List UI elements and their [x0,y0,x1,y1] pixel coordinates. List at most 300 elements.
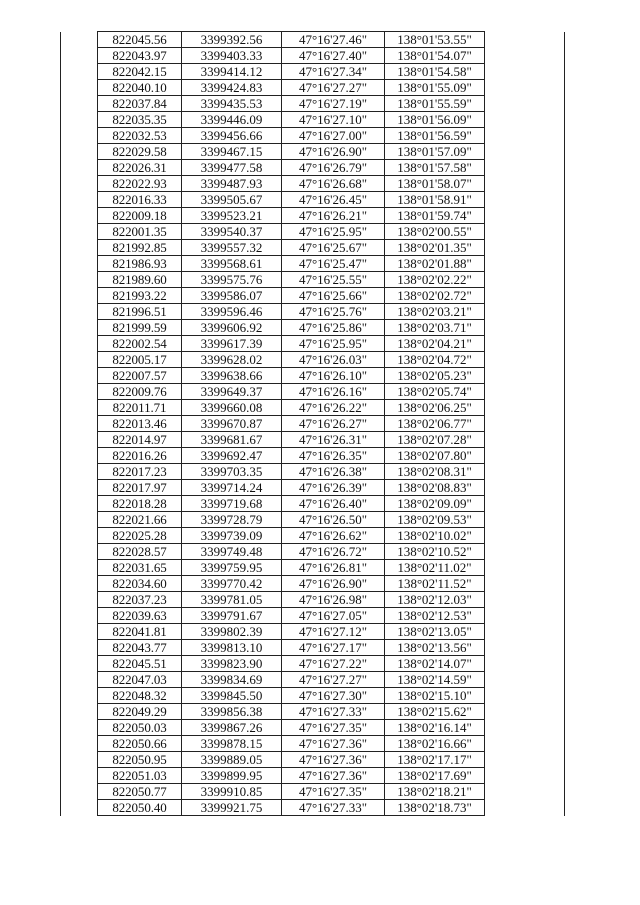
blank-left-cell [61,240,98,256]
blank-left-cell [61,512,98,528]
table-row [61,736,565,752]
blank-left-cell [61,592,98,608]
blank-right-cell [485,256,565,272]
easting-cell: 822029.58 [98,144,182,160]
blank-left-cell [61,608,98,624]
easting-cell: 822005.17 [98,352,182,368]
blank-left-cell [61,96,98,112]
northing-cell: 3399813.10 [182,640,282,656]
table-row [61,192,565,208]
table-row [61,464,565,480]
longitude-cell: 138°01'53.55" [385,32,485,48]
blank-left-cell [61,752,98,768]
latitude-cell: 47°16'27.10" [282,112,385,128]
latitude-cell: 47°16'26.38" [282,464,385,480]
table-row [61,400,565,416]
longitude-cell: 138°02'16.66" [385,736,485,752]
blank-left-cell [61,416,98,432]
northing-cell: 3399781.05 [182,592,282,608]
longitude-cell: 138°02'04.72" [385,352,485,368]
easting-cell: 822001.35 [98,224,182,240]
blank-right-cell [485,512,565,528]
easting-cell: 821986.93 [98,256,182,272]
easting-cell: 822026.31 [98,160,182,176]
northing-cell: 3399456.66 [182,128,282,144]
blank-left-cell [61,528,98,544]
latitude-cell: 47°16'27.00" [282,128,385,144]
easting-cell: 822039.63 [98,608,182,624]
blank-right-cell [485,784,565,800]
longitude-cell: 138°02'18.73" [385,800,485,816]
blank-right-cell [485,112,565,128]
longitude-cell: 138°02'01.88" [385,256,485,272]
blank-right-cell [485,336,565,352]
northing-cell: 3399649.37 [182,384,282,400]
blank-right-cell [485,704,565,720]
table-row [61,64,565,80]
latitude-cell: 47°16'27.17" [282,640,385,656]
northing-cell: 3399759.95 [182,560,282,576]
longitude-cell: 138°02'14.07" [385,656,485,672]
blank-left-cell [61,160,98,176]
latitude-cell: 47°16'27.27" [282,80,385,96]
blank-left-cell [61,672,98,688]
blank-left-cell [61,768,98,784]
blank-right-cell [485,224,565,240]
blank-left-cell [61,256,98,272]
latitude-cell: 47°16'26.40" [282,496,385,512]
table-row [61,576,565,592]
easting-cell: 822050.66 [98,736,182,752]
northing-cell: 3399467.15 [182,144,282,160]
easting-cell: 822048.32 [98,688,182,704]
northing-cell: 3399823.90 [182,656,282,672]
easting-cell: 822011.71 [98,400,182,416]
blank-left-cell [61,624,98,640]
latitude-cell: 47°16'25.55" [282,272,385,288]
easting-cell: 822037.23 [98,592,182,608]
latitude-cell: 47°16'25.66" [282,288,385,304]
blank-left-cell [61,576,98,592]
longitude-cell: 138°01'58.07" [385,176,485,192]
table-row [61,432,565,448]
longitude-cell: 138°02'11.52" [385,576,485,592]
easting-cell: 822014.97 [98,432,182,448]
northing-cell: 3399770.42 [182,576,282,592]
longitude-cell: 138°01'55.09" [385,80,485,96]
longitude-cell: 138°02'16.14" [385,720,485,736]
blank-right-cell [485,208,565,224]
latitude-cell: 47°16'26.39" [282,480,385,496]
latitude-cell: 47°16'26.16" [282,384,385,400]
northing-cell: 3399899.95 [182,768,282,784]
longitude-cell: 138°02'06.25" [385,400,485,416]
table-row [61,544,565,560]
blank-right-cell [485,176,565,192]
easting-cell: 822002.54 [98,336,182,352]
blank-right-cell [485,640,565,656]
easting-cell: 822021.66 [98,512,182,528]
blank-right-cell [485,144,565,160]
table-row [61,352,565,368]
longitude-cell: 138°02'05.23" [385,368,485,384]
blank-left-cell [61,144,98,160]
latitude-cell: 47°16'26.68" [282,176,385,192]
blank-right-cell [485,656,565,672]
easting-cell: 821999.59 [98,320,182,336]
northing-cell: 3399424.83 [182,80,282,96]
easting-cell: 821989.60 [98,272,182,288]
longitude-cell: 138°02'11.02" [385,560,485,576]
latitude-cell: 47°16'26.98" [282,592,385,608]
easting-cell: 822049.29 [98,704,182,720]
blank-right-cell [485,432,565,448]
northing-cell: 3399596.46 [182,304,282,320]
easting-cell: 822013.46 [98,416,182,432]
longitude-cell: 138°01'54.07" [385,48,485,64]
latitude-cell: 47°16'26.45" [282,192,385,208]
blank-right-cell [485,768,565,784]
longitude-cell: 138°02'07.80" [385,448,485,464]
blank-left-cell [61,128,98,144]
table-row [61,176,565,192]
longitude-cell: 138°02'15.10" [385,688,485,704]
table-row [61,320,565,336]
table-row [61,608,565,624]
blank-right-cell [485,368,565,384]
northing-cell: 3399921.75 [182,800,282,816]
easting-cell: 821996.51 [98,304,182,320]
blank-left-cell [61,496,98,512]
latitude-cell: 47°16'27.12" [282,624,385,640]
easting-cell: 822040.10 [98,80,182,96]
blank-left-cell [61,688,98,704]
blank-left-cell [61,464,98,480]
easting-cell: 822031.65 [98,560,182,576]
northing-cell: 3399392.56 [182,32,282,48]
blank-left-cell [61,176,98,192]
northing-cell: 3399660.08 [182,400,282,416]
easting-cell: 822051.03 [98,768,182,784]
latitude-cell: 47°16'27.33" [282,704,385,720]
table-row [61,624,565,640]
latitude-cell: 47°16'27.05" [282,608,385,624]
blank-right-cell [485,624,565,640]
latitude-cell: 47°16'27.40" [282,48,385,64]
table-row [61,496,565,512]
longitude-cell: 138°01'57.09" [385,144,485,160]
latitude-cell: 47°16'25.86" [282,320,385,336]
blank-left-cell [61,304,98,320]
blank-right-cell [485,544,565,560]
blank-right-cell [485,800,565,816]
table-row [61,640,565,656]
blank-right-cell [485,608,565,624]
northing-cell: 3399739.09 [182,528,282,544]
northing-cell: 3399670.87 [182,416,282,432]
latitude-cell: 47°16'26.90" [282,144,385,160]
longitude-cell: 138°02'00.55" [385,224,485,240]
longitude-cell: 138°02'10.52" [385,544,485,560]
table-row [61,480,565,496]
blank-left-cell [61,448,98,464]
table-row [61,560,565,576]
longitude-cell: 138°02'05.74" [385,384,485,400]
blank-left-cell [61,544,98,560]
easting-cell: 822047.03 [98,672,182,688]
blank-right-cell [485,160,565,176]
blank-left-cell [61,336,98,352]
northing-cell: 3399557.32 [182,240,282,256]
northing-cell: 3399681.67 [182,432,282,448]
longitude-cell: 138°02'10.02" [385,528,485,544]
blank-right-cell [485,80,565,96]
latitude-cell: 47°16'27.19" [282,96,385,112]
blank-right-cell [485,96,565,112]
latitude-cell: 47°16'25.95" [282,224,385,240]
blank-right-cell [485,448,565,464]
blank-right-cell [485,288,565,304]
table-row [61,384,565,400]
easting-cell: 822028.57 [98,544,182,560]
blank-right-cell [485,688,565,704]
longitude-cell: 138°01'58.91" [385,192,485,208]
latitude-cell: 47°16'27.36" [282,752,385,768]
table-row [61,368,565,384]
easting-cell: 822045.56 [98,32,182,48]
northing-cell: 3399714.24 [182,480,282,496]
easting-cell: 822007.57 [98,368,182,384]
easting-cell: 822050.03 [98,720,182,736]
northing-cell: 3399617.39 [182,336,282,352]
table-row [61,80,565,96]
blank-right-cell [485,32,565,48]
table-row [61,688,565,704]
longitude-cell: 138°02'17.69" [385,768,485,784]
easting-cell: 822042.15 [98,64,182,80]
blank-left-cell [61,208,98,224]
latitude-cell: 47°16'25.47" [282,256,385,272]
blank-left-cell [61,640,98,656]
table-row [61,512,565,528]
northing-cell: 3399414.12 [182,64,282,80]
longitude-cell: 138°02'14.59" [385,672,485,688]
blank-right-cell [485,560,565,576]
blank-right-cell [485,496,565,512]
table-row [61,720,565,736]
northing-cell: 3399910.85 [182,784,282,800]
northing-cell: 3399435.53 [182,96,282,112]
northing-cell: 3399878.15 [182,736,282,752]
latitude-cell: 47°16'27.30" [282,688,385,704]
longitude-cell: 138°02'12.03" [385,592,485,608]
blank-left-cell [61,736,98,752]
easting-cell: 822043.97 [98,48,182,64]
northing-cell: 3399628.02 [182,352,282,368]
latitude-cell: 47°16'27.22" [282,656,385,672]
table-row [61,208,565,224]
easting-cell: 822050.95 [98,752,182,768]
northing-cell: 3399802.39 [182,624,282,640]
northing-cell: 3399791.67 [182,608,282,624]
northing-cell: 3399834.69 [182,672,282,688]
blank-right-cell [485,240,565,256]
blank-left-cell [61,64,98,80]
longitude-cell: 138°02'04.21" [385,336,485,352]
latitude-cell: 47°16'26.72" [282,544,385,560]
latitude-cell: 47°16'26.81" [282,560,385,576]
longitude-cell: 138°02'06.77" [385,416,485,432]
latitude-cell: 47°16'26.10" [282,368,385,384]
easting-cell: 822041.81 [98,624,182,640]
easting-cell: 822025.28 [98,528,182,544]
blank-right-cell [485,48,565,64]
table-row [61,224,565,240]
longitude-cell: 138°02'13.05" [385,624,485,640]
northing-cell: 3399403.33 [182,48,282,64]
latitude-cell: 47°16'26.03" [282,352,385,368]
longitude-cell: 138°02'03.21" [385,304,485,320]
table-row [61,48,565,64]
latitude-cell: 47°16'27.27" [282,672,385,688]
blank-right-cell [485,320,565,336]
blank-left-cell [61,48,98,64]
northing-cell: 3399845.50 [182,688,282,704]
blank-right-cell [485,576,565,592]
northing-cell: 3399568.61 [182,256,282,272]
blank-left-cell [61,720,98,736]
blank-left-cell [61,272,98,288]
blank-right-cell [485,592,565,608]
latitude-cell: 47°16'26.79" [282,160,385,176]
longitude-cell: 138°02'03.71" [385,320,485,336]
easting-cell: 822043.77 [98,640,182,656]
blank-left-cell [61,224,98,240]
northing-cell: 3399487.93 [182,176,282,192]
table-row [61,112,565,128]
longitude-cell: 138°02'08.31" [385,464,485,480]
blank-right-cell [485,672,565,688]
table-row [61,800,565,816]
table-row [61,304,565,320]
easting-cell: 822017.97 [98,480,182,496]
easting-cell: 822034.60 [98,576,182,592]
easting-cell: 822016.26 [98,448,182,464]
longitude-cell: 138°02'09.09" [385,496,485,512]
table-row [61,592,565,608]
table-row [61,672,565,688]
northing-cell: 3399728.79 [182,512,282,528]
northing-cell: 3399575.76 [182,272,282,288]
northing-cell: 3399606.92 [182,320,282,336]
northing-cell: 3399586.07 [182,288,282,304]
latitude-cell: 47°16'26.50" [282,512,385,528]
table-row [61,704,565,720]
latitude-cell: 47°16'26.27" [282,416,385,432]
table-row [61,656,565,672]
latitude-cell: 47°16'27.36" [282,736,385,752]
blank-right-cell [485,192,565,208]
blank-left-cell [61,480,98,496]
latitude-cell: 47°16'27.34" [282,64,385,80]
longitude-cell: 138°01'59.74" [385,208,485,224]
blank-left-cell [61,352,98,368]
blank-left-cell [61,368,98,384]
table-row [61,336,565,352]
table-row [61,784,565,800]
coordinates-table-body [61,32,565,816]
table-row [61,416,565,432]
easting-cell: 822016.33 [98,192,182,208]
longitude-cell: 138°02'01.35" [385,240,485,256]
longitude-cell: 138°01'56.09" [385,112,485,128]
northing-cell: 3399446.09 [182,112,282,128]
latitude-cell: 47°16'25.76" [282,304,385,320]
blank-left-cell [61,80,98,96]
northing-cell: 3399856.38 [182,704,282,720]
table-row [61,288,565,304]
blank-left-cell [61,320,98,336]
blank-right-cell [485,528,565,544]
northing-cell: 3399638.66 [182,368,282,384]
easting-cell: 821992.85 [98,240,182,256]
latitude-cell: 47°16'25.95" [282,336,385,352]
easting-cell: 822035.35 [98,112,182,128]
longitude-cell: 138°02'08.83" [385,480,485,496]
blank-left-cell [61,112,98,128]
latitude-cell: 47°16'26.90" [282,576,385,592]
blank-right-cell [485,464,565,480]
longitude-cell: 138°02'02.22" [385,272,485,288]
coordinates-table [60,31,565,816]
latitude-cell: 47°16'27.33" [282,800,385,816]
longitude-cell: 138°02'09.53" [385,512,485,528]
easting-cell: 822050.40 [98,800,182,816]
blank-left-cell [61,384,98,400]
table-row [61,128,565,144]
longitude-cell: 138°01'54.58" [385,64,485,80]
northing-cell: 3399505.67 [182,192,282,208]
latitude-cell: 47°16'26.35" [282,448,385,464]
blank-right-cell [485,304,565,320]
blank-left-cell [61,432,98,448]
blank-right-cell [485,480,565,496]
longitude-cell: 138°01'55.59" [385,96,485,112]
blank-left-cell [61,800,98,816]
blank-left-cell [61,560,98,576]
table-row [61,256,565,272]
northing-cell: 3399703.35 [182,464,282,480]
table-row [61,752,565,768]
blank-left-cell [61,288,98,304]
northing-cell: 3399692.47 [182,448,282,464]
latitude-cell: 47°16'26.62" [282,528,385,544]
latitude-cell: 47°16'27.35" [282,720,385,736]
blank-right-cell [485,736,565,752]
northing-cell: 3399719.68 [182,496,282,512]
table-row [61,160,565,176]
easting-cell: 822037.84 [98,96,182,112]
table-row [61,448,565,464]
blank-right-cell [485,64,565,80]
blank-right-cell [485,272,565,288]
latitude-cell: 47°16'26.22" [282,400,385,416]
longitude-cell: 138°02'07.28" [385,432,485,448]
northing-cell: 3399523.21 [182,208,282,224]
blank-right-cell [485,752,565,768]
easting-cell: 821993.22 [98,288,182,304]
easting-cell: 822022.93 [98,176,182,192]
